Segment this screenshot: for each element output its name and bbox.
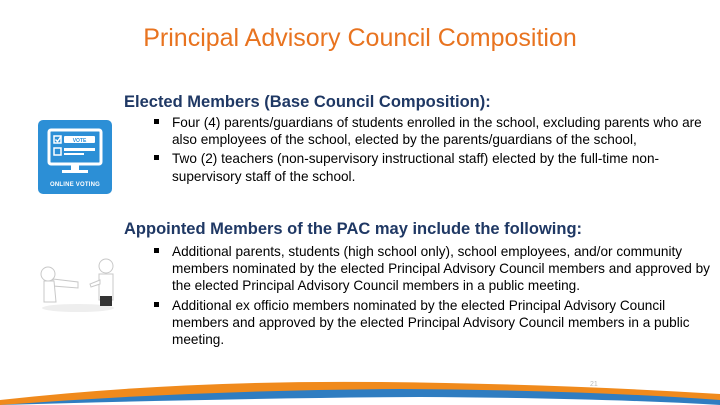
slide-number: 21 xyxy=(590,381,598,388)
vote-screen-text: VOTE xyxy=(72,138,87,144)
list-item: Four (4) parents/guardians of students enrolled in the school, excluding parents who are also employees of the school, elected by the parents/guardians of the school, xyxy=(172,114,712,148)
appointed-members-heading: Appointed Members of the PAC may include the following: xyxy=(124,220,583,238)
slide-title: Principal Advisory Council Composition xyxy=(143,24,577,52)
footer-swoosh xyxy=(0,372,720,405)
appointed-members-list xyxy=(172,243,712,350)
list-item: Additional ex officio members nominated by the elected Principal Advisory Council members and approved by the elected Principal Advisory Council members in a public meeting. xyxy=(172,297,712,349)
list-item: Additional parents, students (high school only), school employees, and/or community members nominated by the elected Principal Advisory Council members and approved by the elected Principal Advisory Council members in a public meeting. xyxy=(172,243,712,295)
online-voting-icon xyxy=(38,120,112,194)
pointing-figures-icon xyxy=(38,250,118,314)
list-item: Two (2) teachers (non-supervisory instructional staff) elected by the full-time non-supervisory staff of the school. xyxy=(172,150,712,184)
online-voting-label: ONLINE VOTING xyxy=(50,182,100,188)
elected-members-list xyxy=(172,114,712,187)
elected-members-heading: Elected Members (Base Council Composition): xyxy=(124,93,491,111)
